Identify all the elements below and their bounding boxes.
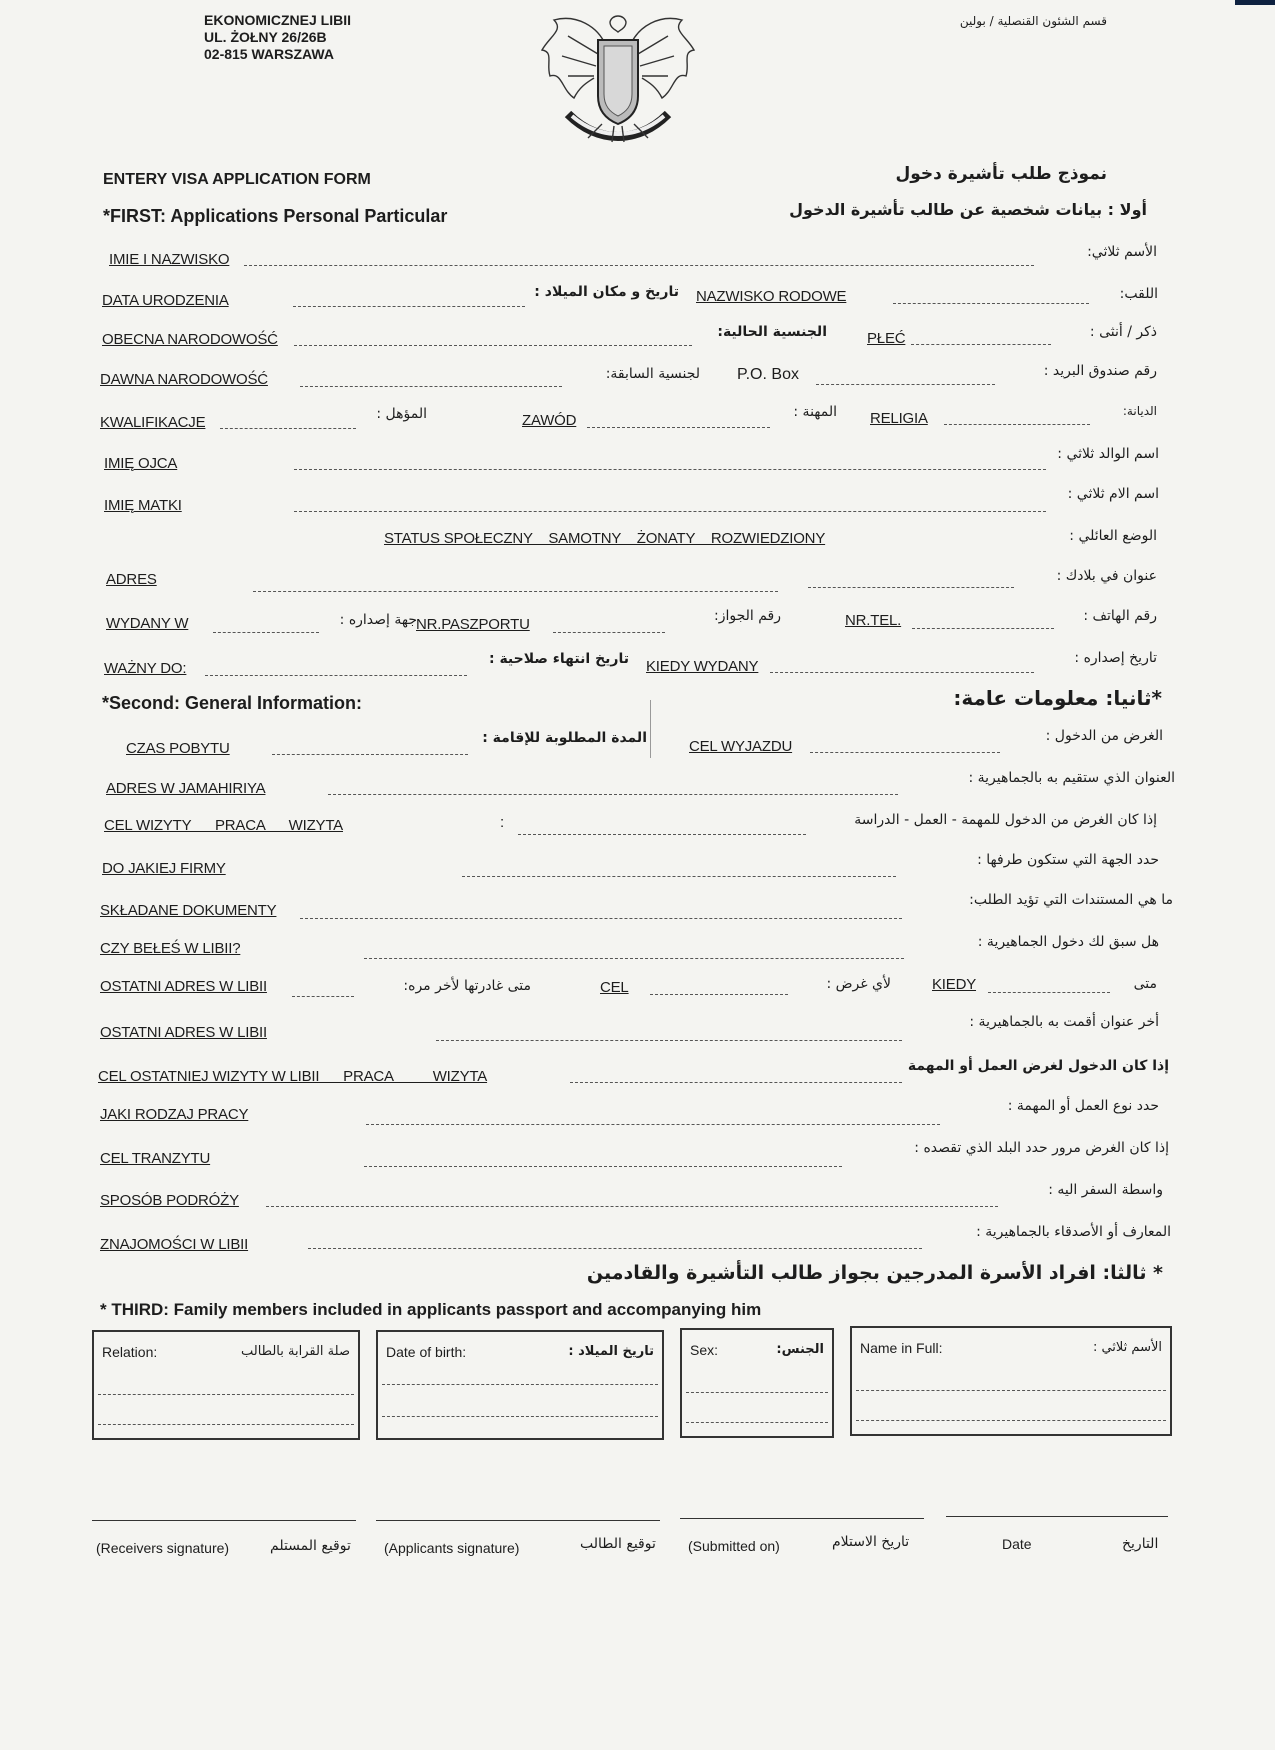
label-data-urodzenia: DATA URODZENIA	[102, 292, 229, 309]
label-pobox-ar: رقم صندوق البريد :	[1043, 363, 1157, 379]
section-third-en: * THIRD: Family members included in applicants passport and accompanying him	[100, 1300, 762, 1319]
field-line[interactable]	[98, 1394, 354, 1395]
field-line[interactable]	[382, 1384, 658, 1385]
label-cel-wyjazdu-ar: الغرض من الدخول :	[1045, 728, 1163, 744]
label-jaki-rodzaj-pracy: JAKI RODZAJ PRACY	[100, 1106, 249, 1123]
label-ostatni-adres-2: OSTATNI ADRES W LIBII	[100, 1024, 267, 1041]
label-obecna-ar: الجنسية الحالية:	[717, 324, 827, 340]
signature-line-submitted[interactable]	[680, 1518, 924, 1519]
label-laqab-ar: اللقب:	[1119, 286, 1158, 302]
label-sposob-podrozy: SPOSÓB PODRÓŻY	[100, 1192, 239, 1209]
field-line[interactable]	[364, 1166, 842, 1167]
label-mata2-ar: متى	[1133, 976, 1157, 992]
label-status-spoleczny: STATUS SPOŁECZNY SAMOTNY ŻONATY ROZWIEDZIONY	[384, 530, 826, 547]
label-czas-pobytu-ar: المدة المطلوبة للإقامة :	[482, 730, 647, 746]
receivers-signature-label: (Receivers signature)	[96, 1540, 230, 1556]
label-ayy-ard-ar: لأي غرض :	[826, 976, 891, 992]
label-dawna-narodowosc: DAWNA NARODOWOŚĆ	[100, 371, 268, 388]
field-line[interactable]	[808, 587, 1014, 588]
label-wazny-do-ar: تاريخ انتهاء صلاحية :	[488, 651, 629, 667]
field-line[interactable]	[308, 1248, 922, 1249]
address-line: UL. ŻOŁNY 26/26B	[204, 29, 327, 45]
label-mata-ar: متى غادرتها لأخر مره:	[403, 978, 531, 994]
box-label-ar: تاريخ الميلاد :	[568, 1344, 654, 1359]
label-cel-tranzytu: CEL TRANZYTU	[100, 1150, 211, 1167]
label-kiedy-wydany: KIEDY WYDANY	[646, 658, 759, 675]
date-label-ar: التاريخ	[1122, 1536, 1159, 1552]
label-zawod-ar: المهنة :	[793, 404, 837, 420]
field-line[interactable]	[293, 306, 525, 307]
label-status-ar: الوضع العائلي :	[1069, 528, 1157, 544]
field-line[interactable]	[328, 794, 898, 795]
field-line[interactable]	[650, 994, 788, 995]
field-line[interactable]	[770, 672, 1034, 673]
section-first-en: *FIRST: Applications Personal Particular	[103, 206, 448, 226]
label-kwalifikacje-ar: المؤهل :	[376, 406, 427, 422]
date-label: Date	[1002, 1536, 1032, 1552]
submitted-on-ar: تاريخ الاستلام	[832, 1534, 910, 1550]
scan-edge-mark	[1235, 0, 1275, 5]
label-plec-ar: ذكر / أنثى :	[1089, 324, 1157, 340]
section-third-ar: * ثالثا: افراد الأسرة المدرجين بجواز طالب التأشيرة والقادمين	[586, 1262, 1163, 1284]
field-line[interactable]	[220, 428, 356, 429]
box-label-ar: الجنس:	[776, 1342, 824, 1357]
label-nr-paszportu: NR.PASZPORTU	[416, 616, 530, 633]
label-skladane-dokumenty: SKŁADANE DOKUMENTY	[100, 902, 277, 919]
colon: :	[500, 814, 505, 831]
field-line[interactable]	[856, 1390, 1166, 1391]
box-label: Name in Full:	[860, 1340, 943, 1356]
family-box-date-of-birth	[376, 1330, 664, 1440]
label-jiha-ar: جهة إصداره :	[339, 612, 417, 628]
field-line[interactable]	[816, 384, 995, 385]
label-obecna-narodowosc: OBECNA NARODOWOŚĆ	[102, 331, 278, 348]
field-line[interactable]	[213, 632, 319, 633]
field-line[interactable]	[266, 1206, 998, 1207]
field-line[interactable]	[911, 344, 1051, 345]
label-adres-ar: عنوان في بلادك :	[1056, 568, 1157, 584]
label-cel-ostatniej-ar: إذا كان الدخول لغرض العمل أو المهمة	[907, 1058, 1169, 1074]
field-line[interactable]	[366, 1124, 940, 1125]
label-cel-tranzytu-ar: إذا كان الغرض مرور حدد البلد الذي تقصده :	[914, 1140, 1169, 1156]
label-nr-tel-ar: رقم الهاتف :	[1083, 608, 1157, 624]
family-box-relation	[92, 1330, 360, 1440]
label-kiedy-wydany-ar: تاريخ إصداره :	[1074, 650, 1157, 666]
divider	[650, 700, 651, 758]
label-nr-tel: NR.TEL.	[845, 612, 902, 629]
section-second-ar: *ثانيا: معلومات عامة:	[953, 686, 1162, 710]
field-line[interactable]	[944, 424, 1090, 425]
box-label: Sex:	[690, 1342, 719, 1358]
field-line[interactable]	[686, 1422, 828, 1423]
label-zawod: ZAWÓD	[522, 412, 577, 429]
label-kiedy: KIEDY	[932, 976, 977, 993]
form-title-en: ENTERY VISA APPLICATION FORM	[103, 171, 371, 188]
family-box-sex	[680, 1328, 834, 1438]
label-imie-matki: IMIĘ MATKI	[104, 497, 182, 514]
label-adres-jamahiriya-ar: العنوان الذي ستقيم به بالجماهيرية :	[968, 770, 1175, 786]
label-ostatni-adres-1: OSTATNI ADRES W LIBII	[100, 978, 267, 995]
label-kwalifikacje: KWALIFIKACJE	[100, 414, 206, 431]
label-znajomosci-ar: المعارف أو الأصدقاء بالجماهيرية :	[976, 1224, 1171, 1240]
field-line[interactable]	[292, 996, 354, 997]
label-religia: RELIGIA	[870, 410, 928, 427]
embassy-address	[204, 12, 351, 63]
field-line[interactable]	[382, 1416, 658, 1417]
embassy-arabic: قسم الشئون القنصلية / بولين	[959, 14, 1107, 28]
field-line[interactable]	[272, 754, 468, 755]
field-line[interactable]	[253, 591, 778, 592]
section-first-ar: أولا : بيانات شخصية عن طالب تأشيرة الدخول	[789, 200, 1147, 219]
label-plec: PŁEĆ	[867, 330, 906, 347]
label-cel-ostatniej-wizyty: CEL OSTATNIEJ WIZYTY W LIBII PRACA WIZYTA	[98, 1068, 488, 1085]
field-line[interactable]	[294, 345, 692, 346]
signature-line-date[interactable]	[946, 1516, 1168, 1517]
address-line: 02-815 WARSZAWA	[204, 46, 334, 62]
label-ostatni-2-ar: أخر عنوان أقمت به بالجماهيرية :	[969, 1014, 1159, 1030]
label-adres: ADRES	[106, 571, 157, 588]
label-data-urodzenia-ar: تاريخ و مكان الميلاد :	[534, 284, 679, 300]
label-religia-ar: الديانة:	[1122, 404, 1157, 418]
label-imie-nazwisko-ar: الأسم ثلاثي:	[1087, 244, 1157, 260]
field-line[interactable]	[244, 265, 1034, 266]
field-line[interactable]	[893, 303, 1089, 304]
submitted-on-label: (Submitted on)	[688, 1538, 780, 1554]
receivers-signature-ar: توقيع المستلم	[270, 1538, 351, 1554]
label-do-jakiej-firmy: DO JAKIEJ FIRMY	[102, 860, 226, 877]
signature-line-receiver[interactable]	[92, 1520, 356, 1521]
label-jaki-rodzaj-ar: حدد نوع العمل أو المهمة :	[1007, 1098, 1159, 1114]
label-znajomosci: ZNAJOMOŚCI W LIBII	[100, 1236, 249, 1253]
applicants-signature-ar: توقيع الطالب	[580, 1536, 656, 1552]
field-line[interactable]	[436, 1040, 902, 1041]
field-line[interactable]	[912, 628, 1054, 629]
label-adres-jamahiriya: ADRES W JAMAHIRIYA	[106, 780, 266, 797]
field-line[interactable]	[300, 386, 562, 387]
label-nazwisko-rodowe: NAZWISKO RODOWE	[696, 288, 847, 305]
label-czas-pobytu: CZAS POBYTU	[126, 740, 230, 757]
label-imie-matki-ar: اسم الام ثلاثي :	[1067, 486, 1159, 502]
label-czy-byles: CZY BEŁEŚ W LIBII?	[100, 940, 241, 957]
eagle-emblem-icon	[528, 6, 708, 146]
field-line[interactable]	[810, 752, 1000, 753]
label-sposob-ar: واسطة السفر اليه :	[1048, 1182, 1163, 1198]
field-line[interactable]	[518, 834, 806, 835]
label-imie-ojca: IMIĘ OJCA	[104, 455, 178, 472]
label-wazny-do: WAŻNY DO:	[104, 660, 187, 677]
label-cel-wizyty-ar: إذا كان الغرض من الدخول للمهمة - العمل - الدراسة	[854, 812, 1157, 828]
form-title-ar: نموذج طلب تأشيرة دخول	[895, 164, 1107, 184]
field-line[interactable]	[300, 918, 902, 919]
field-line[interactable]	[462, 876, 896, 877]
field-line[interactable]	[587, 427, 770, 428]
address-line: EKONOMICZNEJ LIBII	[204, 12, 352, 28]
box-label: Relation:	[102, 1344, 158, 1360]
label-dawna-ar: لجنسية السابقة:	[605, 366, 700, 382]
label-imie-ojca-ar: اسم الوالد ثلاثي :	[1057, 446, 1159, 462]
label-do-jakiej-firmy-ar: حدد الجهة التي ستكون طرفها :	[977, 852, 1159, 868]
section-second-en: *Second: General Information:	[102, 693, 363, 713]
label-pobox: P.O. Box	[737, 366, 799, 383]
box-label: Date of birth:	[386, 1344, 467, 1360]
field-line[interactable]	[686, 1392, 828, 1393]
applicants-signature-label: (Applicants signature)	[384, 1540, 520, 1556]
family-box-name-in-full	[850, 1326, 1172, 1436]
field-line[interactable]	[294, 511, 1046, 512]
field-line[interactable]	[988, 992, 1110, 993]
box-label-ar: الأسم ثلاثي :	[1092, 1340, 1162, 1355]
label-imie-nazwisko: IMIE I NAZWISKO	[109, 251, 230, 268]
label-raqm-jawaz-ar: رقم الجواز:	[713, 608, 781, 624]
label-wydany-w: WYDANY W	[106, 615, 189, 632]
label-cel-wyjazdu: CEL WYJAZDU	[689, 738, 793, 755]
label-cel-wizyty: CEL WIZYTY PRACA WIZYTA	[104, 817, 343, 834]
field-line[interactable]	[364, 958, 904, 959]
label-skladane-ar: ما هي المستندات التي تؤيد الطلب:	[969, 892, 1173, 908]
field-line[interactable]	[856, 1420, 1166, 1421]
field-line[interactable]	[205, 675, 467, 676]
label-czy-byles-ar: هل سبق لك دخول الجماهيرية :	[977, 934, 1159, 950]
signature-line-applicant[interactable]	[376, 1520, 660, 1521]
field-line[interactable]	[553, 632, 665, 633]
label-cel: CEL	[600, 979, 629, 996]
field-line[interactable]	[294, 469, 1046, 470]
box-label-ar: صلة القرابة بالطالب	[241, 1344, 350, 1359]
field-line[interactable]	[570, 1082, 902, 1083]
field-line[interactable]	[98, 1424, 354, 1425]
